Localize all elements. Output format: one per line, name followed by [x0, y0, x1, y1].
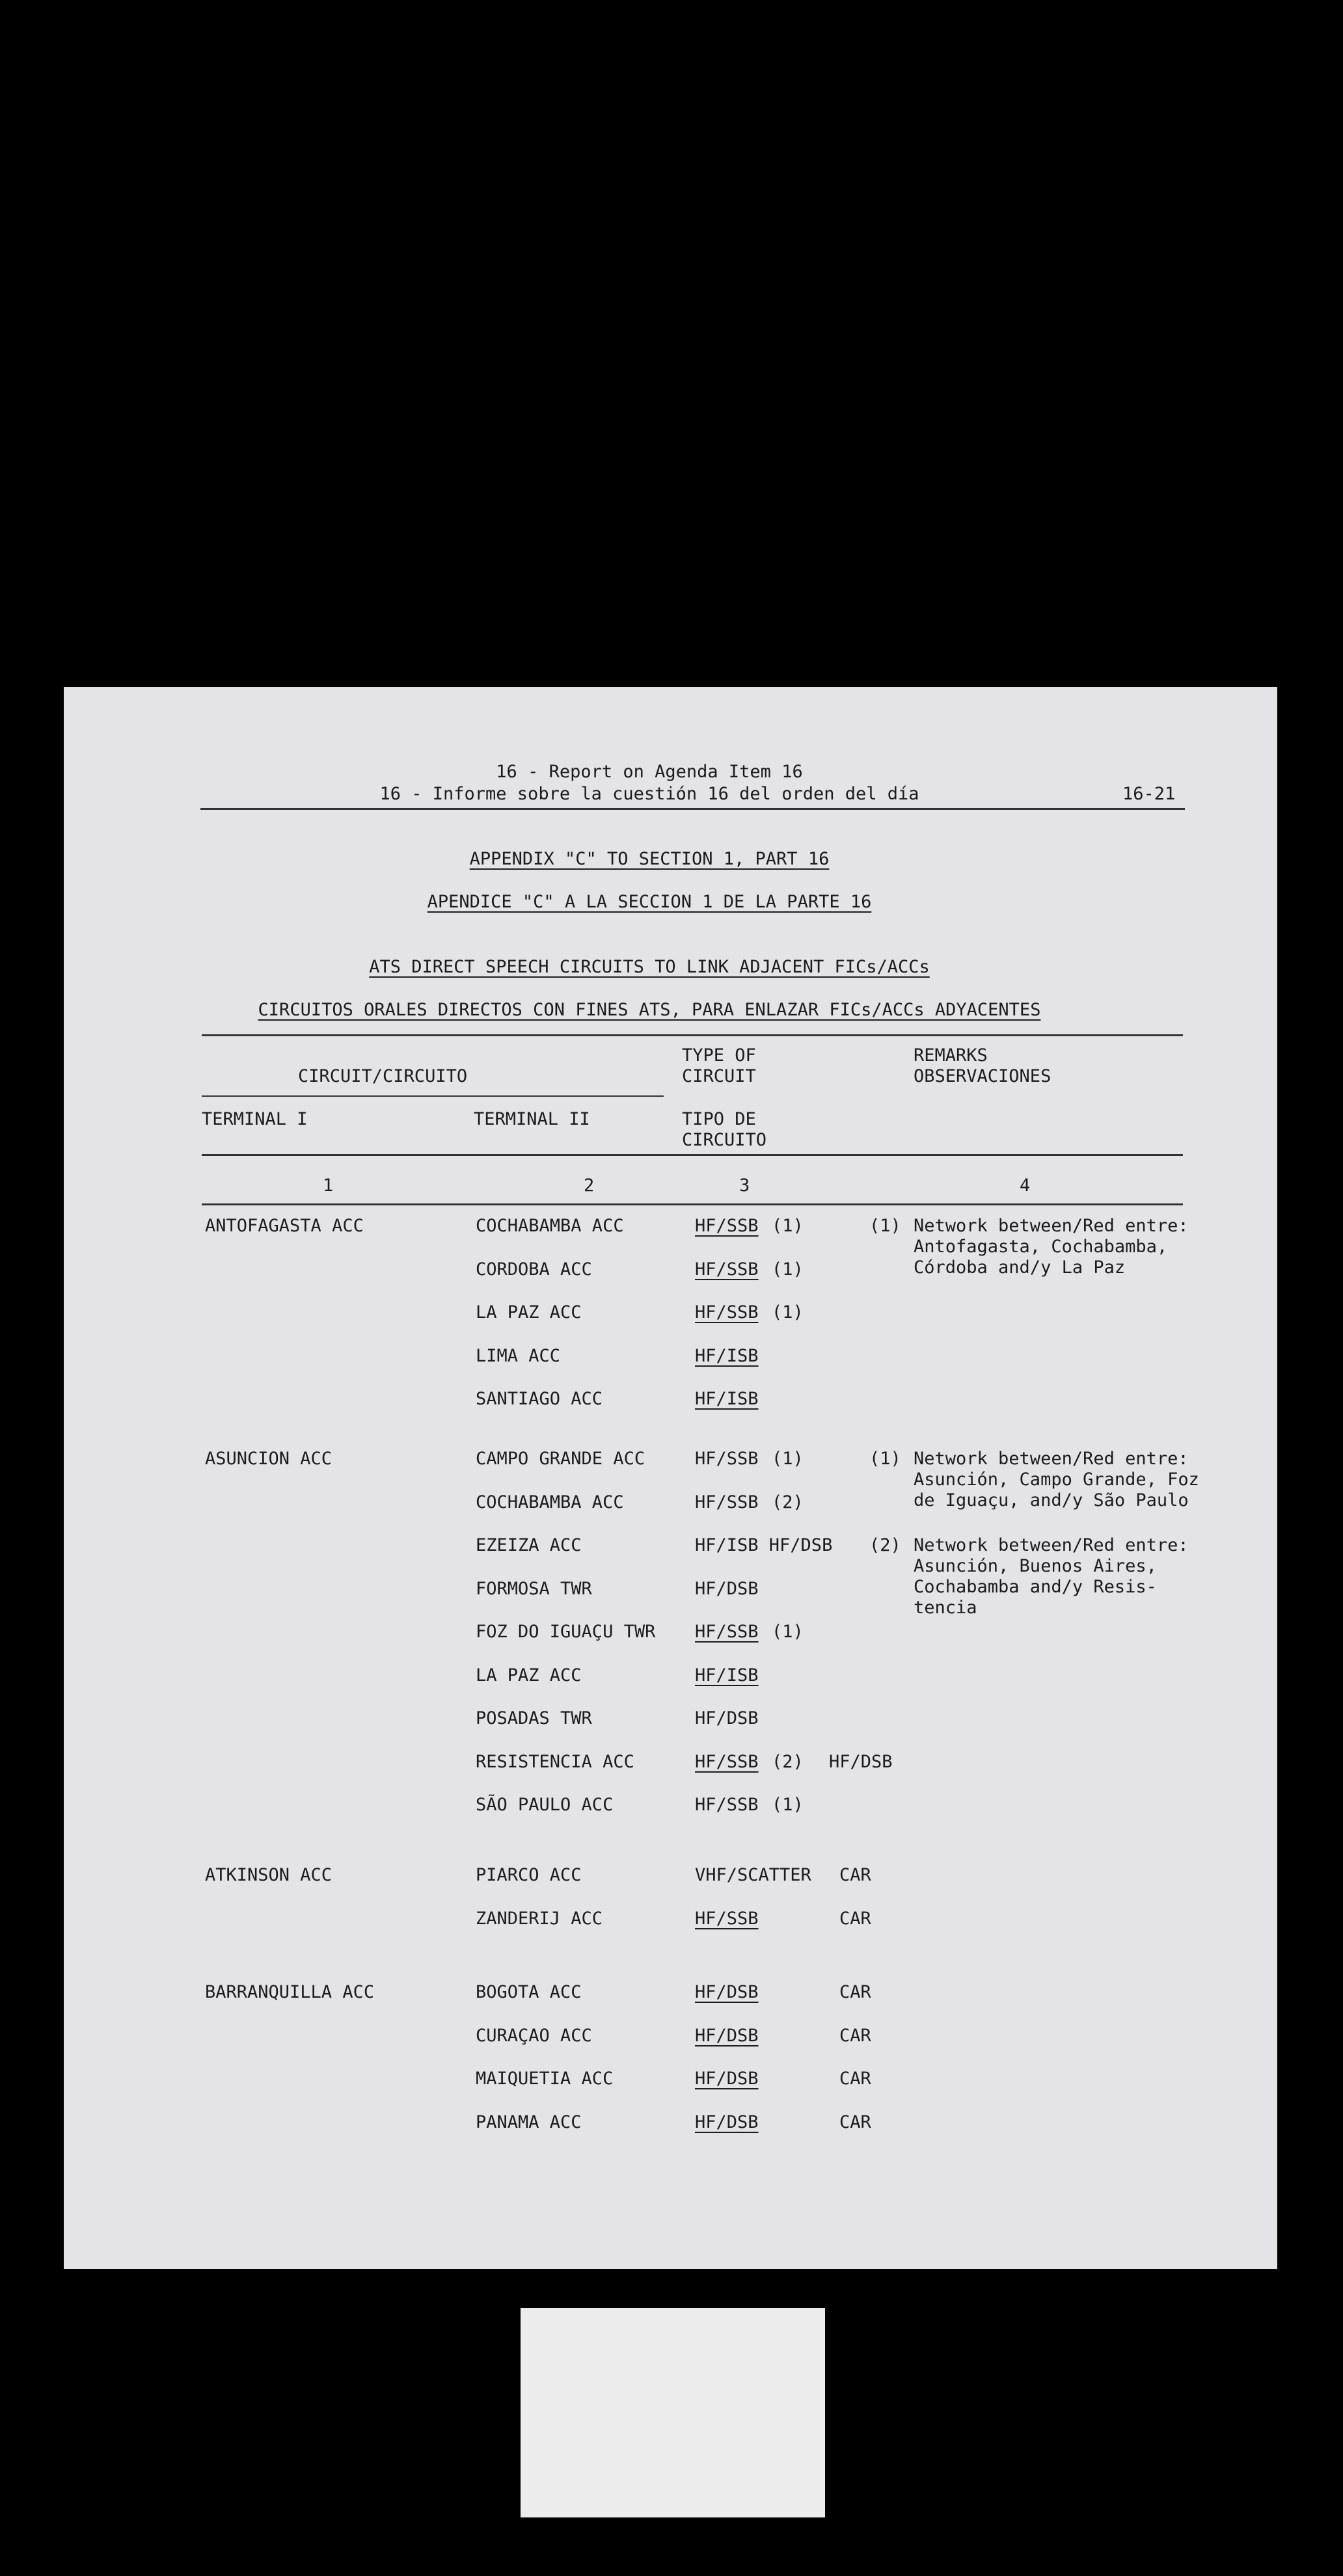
table-top-rule: [202, 1034, 1183, 1036]
column-terminal-2: TERMINAL II: [474, 1109, 590, 1129]
terminal-2-name: RESISTENCIA ACC: [476, 1751, 634, 1772]
header-line-1: 16 - Report on Agenda Item 16: [496, 762, 803, 782]
document-page: [64, 687, 1277, 2269]
terminal-2-name: LA PAZ ACC: [476, 1302, 582, 1322]
terminal-1-name: BARRANQUILLA ACC: [205, 1982, 375, 2002]
terminal-1-name: ASUNCION ACC: [205, 1449, 332, 1469]
terminal-2-name: PIARCO ACC: [476, 1865, 582, 1885]
column-number-2: 2: [584, 1175, 595, 1196]
circuit-type: HF/DSB: [695, 1982, 759, 2002]
terminal-2-name: FOZ DO IGUAÇU TWR: [476, 1622, 656, 1642]
circuit-type: HF/SSB: [695, 1449, 759, 1469]
column-type-en-1: TYPE OF: [682, 1045, 756, 1066]
column-number-4: 4: [1020, 1175, 1031, 1196]
appendix-title-en: APPENDIX "C" TO SECTION 1, PART 16: [469, 849, 830, 869]
terminal-2-name: COCHABAMBA ACC: [476, 1216, 624, 1236]
numbers-bottom-rule: [202, 1203, 1183, 1205]
region-code: CAR: [839, 2069, 871, 2089]
terminal-2-name: POSADAS TWR: [476, 1708, 592, 1728]
circuit-type: HF/SSB: [695, 1751, 759, 1772]
header-bottom-rule: [202, 1154, 1183, 1156]
circuit-note: (2): [772, 1492, 804, 1512]
circuit-type: HF/SSB: [695, 1216, 759, 1236]
column-circuit: CIRCUIT/CIRCUITO: [298, 1066, 468, 1086]
blank-slip: [521, 2308, 825, 2517]
header-rule: [200, 808, 1185, 810]
circuit-note: (1): [772, 1302, 804, 1322]
circuit-type: HF/DSB: [695, 1708, 759, 1728]
circuit-type: HF/SSB: [695, 1302, 759, 1322]
circuit-rule: [202, 1095, 664, 1097]
remark-line: Córdoba and/y La Paz: [914, 1257, 1126, 1278]
terminal-2-name: COCHABAMBA ACC: [476, 1492, 624, 1512]
remark-line: tencia: [914, 1598, 977, 1618]
region-code: CAR: [839, 1908, 871, 1929]
column-terminal-1: TERMINAL I: [202, 1109, 308, 1129]
terminal-2-name: LIMA ACC: [476, 1345, 561, 1366]
remark-line: Cochabamba and/y Resis-: [914, 1577, 1157, 1597]
remark-line: de Iguaçu, and/y São Paulo: [914, 1490, 1189, 1510]
remark-number: (1): [869, 1216, 901, 1236]
circuit-note: (2): [772, 1751, 804, 1772]
circuit-type: HF/ISB HF/DSB: [695, 1535, 833, 1555]
terminal-2-name: SÃO PAULO ACC: [476, 1795, 614, 1815]
circuit-type: HF/ISB: [695, 1665, 759, 1685]
circuit-type: HF/SSB: [695, 1908, 759, 1929]
remark-line: Asunción, Campo Grande, Foz: [914, 1469, 1199, 1490]
circuit-type: VHF/SCATTER: [695, 1865, 811, 1885]
column-number-1: 1: [323, 1175, 334, 1196]
terminal-2-name: BOGOTA ACC: [476, 1982, 582, 2002]
appendix-title-es: APENDICE "C" A LA SECCION 1 DE LA PARTE 16: [427, 892, 872, 912]
circuit-type: HF/DSB: [695, 1578, 759, 1599]
remark-line: Network between/Red entre:: [914, 1535, 1189, 1555]
circuit-type: HF/SSB: [695, 1622, 759, 1642]
column-remarks-en: REMARKS: [914, 1045, 988, 1066]
terminal-1-name: ATKINSON ACC: [205, 1865, 332, 1885]
region-code: CAR: [839, 2112, 871, 2132]
column-type-en-2: CIRCUIT: [682, 1066, 756, 1086]
header-line-2: 16 - Informe sobre la cuestión 16 del orden del día: [379, 784, 919, 804]
column-number-3: 3: [739, 1175, 750, 1196]
circuit-note: (1): [772, 1795, 804, 1815]
column-remarks-es: OBSERVACIONES: [914, 1066, 1051, 1086]
page-number: 16-21: [1122, 784, 1176, 804]
terminal-2-name: CURAÇAO ACC: [476, 2025, 592, 2046]
remark-number: (1): [869, 1449, 901, 1469]
terminal-2-name: LA PAZ ACC: [476, 1665, 582, 1685]
column-type-es-2: CIRCUITO: [682, 1130, 767, 1150]
circuit-note: (1): [772, 1449, 804, 1469]
terminal-2-name: SANTIAGO ACC: [476, 1389, 603, 1409]
circuit-note: (1): [772, 1259, 804, 1280]
circuit-type: HF/DSB: [695, 2025, 759, 2046]
remark-number: (2): [869, 1535, 901, 1555]
table-title-es: CIRCUITOS ORALES DIRECTOS CON FINES ATS, PARA ENLAZAR FICs/ACCs ADYACENTES: [258, 1000, 1041, 1020]
terminal-2-name: CAMPO GRANDE ACC: [476, 1449, 645, 1469]
terminal-2-name: EZEIZA ACC: [476, 1535, 582, 1555]
remark-line: Antofagasta, Cochabamba,: [914, 1237, 1168, 1257]
remark-line: Asunción, Buenos Aires,: [914, 1556, 1157, 1576]
circuit-note: (1): [772, 1216, 804, 1236]
terminal-1-name: ANTOFAGASTA ACC: [205, 1216, 364, 1236]
region-code: CAR: [839, 2025, 871, 2046]
circuit-type: HF/SSB: [695, 1259, 759, 1280]
terminal-2-name: FORMOSA TWR: [476, 1578, 592, 1599]
circuit-type: HF/SSB: [695, 1492, 759, 1512]
circuit-type-alt: HF/DSB: [829, 1751, 893, 1772]
circuit-note: (1): [772, 1622, 804, 1642]
region-code: CAR: [839, 1865, 871, 1885]
remark-line: Network between/Red entre:: [914, 1449, 1189, 1469]
region-code: CAR: [839, 1982, 871, 2002]
remark-line: Network between/Red entre:: [914, 1216, 1189, 1236]
terminal-2-name: CORDOBA ACC: [476, 1259, 592, 1280]
circuit-type: HF/ISB: [695, 1345, 759, 1366]
terminal-2-name: ZANDERIJ ACC: [476, 1908, 603, 1929]
terminal-2-name: PANAMA ACC: [476, 2112, 582, 2132]
circuit-type: HF/DSB: [695, 2069, 759, 2089]
circuit-type: HF/SSB: [695, 1795, 759, 1815]
circuit-type: HF/ISB: [695, 1389, 759, 1409]
table-title-en: ATS DIRECT SPEECH CIRCUITS TO LINK ADJACENT FICs/ACCs: [369, 957, 930, 977]
column-type-es-1: TIPO DE: [682, 1109, 756, 1129]
circuit-type: HF/DSB: [695, 2112, 759, 2132]
terminal-2-name: MAIQUETIA ACC: [476, 2069, 614, 2089]
